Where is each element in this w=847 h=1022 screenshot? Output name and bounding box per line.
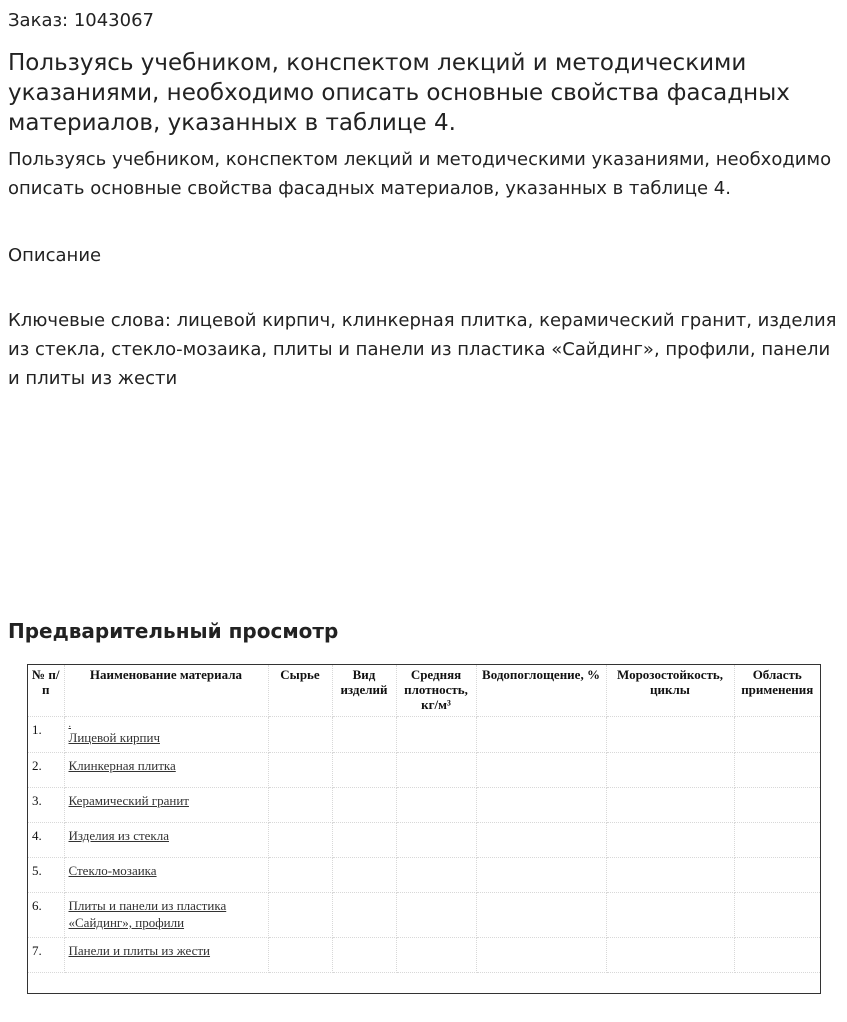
material-name-text: Лицевой кирпич	[68, 730, 160, 745]
row-number: 5.	[28, 858, 64, 893]
table-cell	[332, 823, 396, 858]
material-name-text: Клинкерная плитка	[68, 758, 176, 773]
table-row	[28, 858, 820, 893]
table-cell	[332, 893, 396, 938]
table-header-row	[28, 665, 820, 717]
table-cell	[734, 858, 820, 893]
table-cell	[476, 823, 606, 858]
table-cell	[476, 717, 606, 753]
material-name	[64, 938, 268, 973]
table-cell	[332, 858, 396, 893]
table-cell	[606, 788, 734, 823]
material-name-text: Стекло-мозаика	[68, 863, 157, 878]
table-cell	[734, 753, 820, 788]
table-row	[28, 717, 820, 753]
table-cell	[268, 938, 332, 973]
document-preview	[27, 664, 821, 994]
task-description: Пользуясь учебником, конспектом лекций и методическими указаниями, необходимо описать основные свойства фасадных материалов, указанных в таблице 4.	[8, 149, 832, 199]
row-number: 6.	[28, 893, 64, 938]
row-number: 4.	[28, 823, 64, 858]
table-cell	[476, 788, 606, 823]
table-row	[28, 893, 820, 938]
table-cell	[396, 717, 476, 753]
table-row	[28, 788, 820, 823]
table-cell	[606, 717, 734, 753]
material-name-text: Изделия из стекла	[68, 828, 169, 843]
table-cell	[476, 893, 606, 938]
keywords-text: Ключевые слова: лицевой кирпич, клинкерная плитка, керамический гранит, изделия из стекла, стекло-мозаика, плиты и панели из пластика «Сайдинг», профили, панели и плиты из жести	[8, 310, 837, 389]
table-cell	[396, 893, 476, 938]
material-name-text: Плиты и панели из пластика «Сайдинг», профили	[68, 898, 227, 930]
material-name	[64, 788, 268, 823]
table-cell	[396, 788, 476, 823]
materials-table	[28, 665, 820, 973]
table-cell	[606, 753, 734, 788]
table-cell	[606, 893, 734, 938]
order-number: Заказ: 1043067	[8, 10, 154, 31]
header-cell: Сырье	[268, 665, 332, 717]
header-cell: Вид изделий	[332, 665, 396, 717]
table-cell	[268, 893, 332, 938]
row-number: 7.	[28, 938, 64, 973]
table-cell	[734, 823, 820, 858]
table-cell	[268, 753, 332, 788]
table-cell	[332, 938, 396, 973]
material-name-text: Керамический гранит	[68, 793, 189, 808]
material-name-text: Панели и плиты из жести	[68, 943, 211, 958]
description-label: Описание	[8, 245, 102, 266]
header-cell: Наименование материала	[64, 665, 268, 717]
table-cell	[268, 717, 332, 753]
table-row	[28, 823, 820, 858]
material-name	[64, 858, 268, 893]
table-cell	[476, 938, 606, 973]
table-cell	[332, 717, 396, 753]
header-cell: № п/п	[28, 665, 64, 717]
table-cell	[396, 753, 476, 788]
material-name	[64, 753, 268, 788]
table-cell	[606, 858, 734, 893]
material-name	[64, 823, 268, 858]
row-number: 3.	[28, 788, 64, 823]
header-cell: Морозостойкость, циклы	[606, 665, 734, 717]
page-title: Пользуясь учебником, конспектом лекций и методическими указаниями, необходимо описать основные свойства фасадных материалов, указанных в таблице 4.	[8, 50, 790, 136]
material-name: . Лицевой кирпич	[64, 717, 268, 753]
table-cell	[396, 938, 476, 973]
table-cell	[734, 717, 820, 753]
material-name	[64, 893, 268, 938]
header-cell: Водопоглощение, %	[476, 665, 606, 717]
row-number: 2.	[28, 753, 64, 788]
table-cell	[606, 938, 734, 973]
table-cell	[396, 823, 476, 858]
table-row	[28, 753, 820, 788]
table-cell	[606, 823, 734, 858]
table-cell	[268, 858, 332, 893]
table-row	[28, 938, 820, 973]
preview-title: Предварительный просмотр	[8, 619, 339, 643]
table-cell	[476, 858, 606, 893]
table-cell	[268, 788, 332, 823]
header-cell: Средняя плотность, кг/м³	[396, 665, 476, 717]
table-cell	[332, 753, 396, 788]
table-cell	[734, 938, 820, 973]
table-cell	[476, 753, 606, 788]
row-number: 1.	[28, 717, 64, 753]
table-cell	[332, 788, 396, 823]
table-cell	[396, 858, 476, 893]
table-cell	[734, 788, 820, 823]
header-cell: Область применения	[734, 665, 820, 717]
table-cell	[268, 823, 332, 858]
table-cell	[734, 893, 820, 938]
